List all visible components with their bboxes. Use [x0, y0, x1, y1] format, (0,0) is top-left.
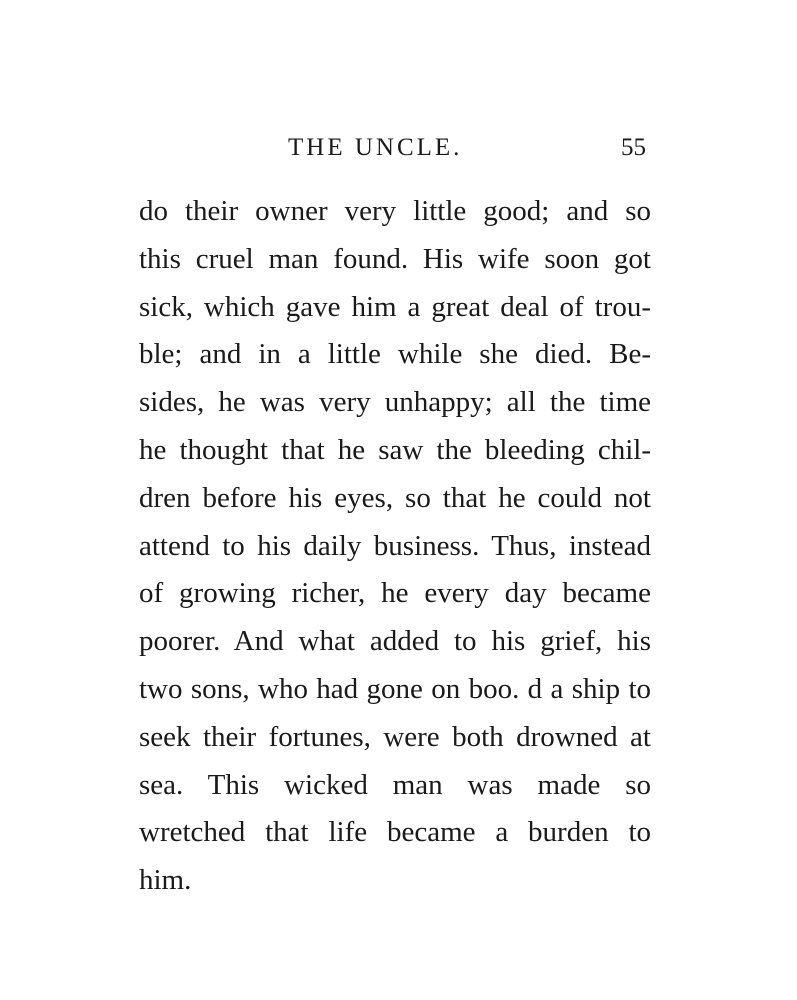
text-line: he thought that he saw the bleeding chil- [139, 433, 651, 466]
text-line: poorer. And what added to his grief, his [139, 625, 651, 658]
text-line: do their owner very little good; and so [139, 195, 651, 227]
text-line: two sons, who had gone on boo. d a ship to [139, 672, 651, 705]
text-line: sea. This wicked man was made so [139, 768, 651, 801]
running-title: THE UNCLE. [288, 134, 463, 161]
text-line: wretched that life became a burden to [139, 816, 651, 849]
text-line: ble; and in a little while she died. Be- [139, 338, 651, 371]
text-line: him. [139, 864, 192, 897]
text-line: dren before his eyes, so that he could not [139, 481, 651, 514]
text-line: sides, he was very unhappy; all the time [139, 386, 651, 419]
page-number: 55 [621, 134, 646, 161]
text-line: sick, which gave him a great deal of trou- [139, 290, 651, 323]
text-line: this cruel man found. His wife soon got [139, 242, 651, 275]
body-text [139, 188, 651, 905]
text-line: seek their fortunes, were both drowned at [139, 720, 651, 753]
text-line: attend to his daily business. Thus, instead [139, 529, 651, 562]
running-head [140, 128, 650, 168]
text-line: of growing richer, he every day became [139, 577, 651, 610]
